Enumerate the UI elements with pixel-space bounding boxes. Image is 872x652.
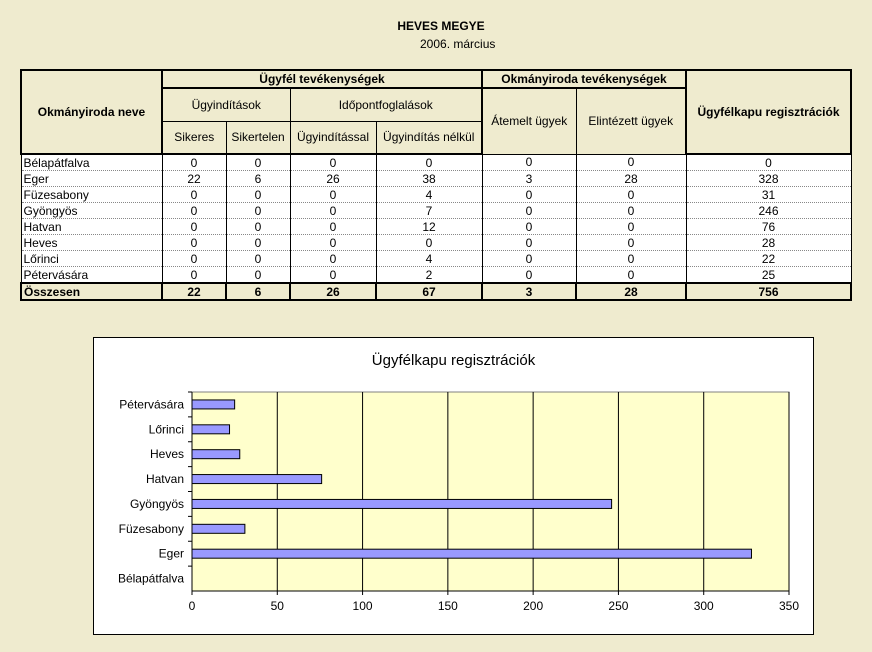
- bar: [192, 524, 245, 533]
- value-cell: 0: [576, 267, 686, 284]
- total-cell: 67: [376, 283, 482, 300]
- value-cell: 3: [482, 171, 576, 187]
- office-name-cell: Heves: [21, 235, 162, 251]
- office-name-cell: Hatvan: [21, 219, 162, 235]
- table-row: [21, 219, 851, 235]
- value-cell: 0: [162, 251, 226, 267]
- chart-title: Ügyfélkapu regisztrációk: [371, 352, 536, 369]
- y-tick-label: Heves: [149, 447, 184, 462]
- x-tick-label: 350: [778, 599, 800, 613]
- value-cell: 0: [290, 154, 376, 171]
- bar: [192, 450, 240, 459]
- y-tick-label: Pétervására: [119, 397, 184, 412]
- value-cell: 0: [576, 219, 686, 235]
- y-tick-label: Bélapátfalva: [117, 571, 184, 586]
- x-tick-label: 150: [437, 599, 458, 613]
- value-cell: 328: [686, 171, 851, 187]
- col-successful: Sikeres: [162, 121, 226, 154]
- col-without-case: Ügyindítás nélkül: [376, 121, 482, 154]
- value-cell: 0: [290, 203, 376, 219]
- value-cell: 0: [162, 154, 226, 171]
- value-cell: 4: [376, 187, 482, 203]
- value-cell: 7: [376, 203, 482, 219]
- value-cell: 0: [162, 187, 226, 203]
- value-cell: 28: [686, 235, 851, 251]
- value-cell: 26: [290, 171, 376, 187]
- statistics-table: [20, 69, 852, 301]
- bar: [192, 475, 322, 484]
- value-cell: 28: [576, 171, 686, 187]
- office-name-cell: Gyöngyös: [21, 203, 162, 219]
- value-cell: 0: [226, 235, 290, 251]
- total-cell: 26: [290, 283, 376, 300]
- table-row: [21, 171, 851, 187]
- value-cell: 246: [686, 203, 851, 219]
- report-title: HEVES MEGYE: [397, 19, 485, 33]
- value-cell: 0: [686, 154, 851, 171]
- value-cell: 0: [576, 251, 686, 267]
- col-transferred: Átemelt ügyek: [482, 88, 576, 154]
- value-cell: 31: [686, 187, 851, 203]
- y-tick-label: Gyöngyös: [129, 496, 184, 511]
- total-row: [21, 283, 851, 300]
- office-name-cell: Lőrinci: [21, 251, 162, 267]
- total-cell: 22: [162, 283, 226, 300]
- office-name-cell: Füzesabony: [21, 187, 162, 203]
- x-tick-label: 200: [523, 599, 544, 613]
- col-settled: Elintézett ügyek: [576, 88, 686, 154]
- value-cell: 0: [162, 203, 226, 219]
- table-row: [21, 235, 851, 251]
- table-row: [21, 154, 851, 171]
- report-date: 2006. március: [420, 37, 496, 51]
- y-tick-label: Lőrinci: [148, 422, 184, 437]
- bar-chart: [94, 338, 813, 634]
- value-cell: 22: [686, 251, 851, 267]
- total-cell: 6: [226, 283, 290, 300]
- office-name-cell: Pétervására: [21, 267, 162, 284]
- subgroup-appointments: Időpontfoglalások: [290, 88, 482, 121]
- value-cell: 0: [482, 154, 576, 171]
- bar: [192, 499, 612, 508]
- value-cell: 0: [162, 267, 226, 284]
- col-portal-registrations: Ügyfélkapu regisztrációk: [686, 70, 851, 154]
- bar: [192, 425, 230, 434]
- value-cell: 0: [482, 267, 576, 284]
- value-cell: 76: [686, 219, 851, 235]
- value-cell: 0: [226, 203, 290, 219]
- value-cell: 0: [482, 203, 576, 219]
- col-unsuccessful: Sikertelen: [226, 121, 290, 154]
- value-cell: 25: [686, 267, 851, 284]
- value-cell: 0: [482, 235, 576, 251]
- value-cell: 0: [482, 251, 576, 267]
- table-row: [21, 203, 851, 219]
- table-row: [21, 187, 851, 203]
- value-cell: 0: [290, 219, 376, 235]
- value-cell: 2: [376, 267, 482, 284]
- value-cell: 4: [376, 251, 482, 267]
- x-tick-label: 300: [693, 599, 714, 613]
- total-cell: 28: [576, 283, 686, 300]
- total-label: Összesen: [21, 283, 162, 300]
- value-cell: 0: [226, 154, 290, 171]
- value-cell: 0: [482, 187, 576, 203]
- table-row: [21, 267, 851, 284]
- value-cell: 0: [162, 219, 226, 235]
- total-cell: 756: [686, 283, 851, 300]
- value-cell: 22: [162, 171, 226, 187]
- value-cell: 0: [226, 219, 290, 235]
- value-cell: 0: [290, 187, 376, 203]
- value-cell: 0: [226, 251, 290, 267]
- total-cell: 3: [482, 283, 576, 300]
- group-office-activities: Okmányiroda tevékenységek: [482, 70, 686, 88]
- value-cell: 0: [290, 267, 376, 284]
- value-cell: 0: [482, 219, 576, 235]
- y-tick-label: Füzesabony: [118, 521, 184, 536]
- office-name-cell: Eger: [21, 171, 162, 187]
- value-cell: 6: [226, 171, 290, 187]
- value-cell: 0: [576, 187, 686, 203]
- value-cell: 0: [576, 203, 686, 219]
- bar: [192, 549, 751, 558]
- office-name-cell: Bélapátfalva: [21, 154, 162, 171]
- table-row: [21, 251, 851, 267]
- value-cell: 0: [162, 235, 226, 251]
- value-cell: 0: [376, 235, 482, 251]
- x-tick-label: 250: [608, 599, 629, 613]
- x-tick-label: 100: [352, 599, 373, 613]
- value-cell: 12: [376, 219, 482, 235]
- group-client-activities: Ügyfél tevékenységek: [162, 70, 482, 88]
- x-tick-label: 50: [270, 599, 284, 613]
- value-cell: 38: [376, 171, 482, 187]
- y-tick-label: Hatvan: [145, 472, 184, 487]
- plot-area: [192, 392, 789, 591]
- value-cell: 0: [290, 235, 376, 251]
- value-cell: 0: [290, 251, 376, 267]
- subgroup-case-starts: Ügyindítások: [162, 88, 290, 121]
- bar: [192, 400, 235, 409]
- col-office-name: Okmányiroda neve: [21, 70, 162, 154]
- value-cell: 0: [226, 187, 290, 203]
- chart-area: [93, 337, 814, 635]
- value-cell: 0: [226, 267, 290, 284]
- y-tick-label: Eger: [158, 546, 184, 561]
- x-tick-label: 0: [188, 599, 196, 613]
- value-cell: 0: [376, 154, 482, 171]
- value-cell: 0: [576, 154, 686, 171]
- col-with-case: Ügyindítással: [290, 121, 376, 154]
- value-cell: 0: [576, 235, 686, 251]
